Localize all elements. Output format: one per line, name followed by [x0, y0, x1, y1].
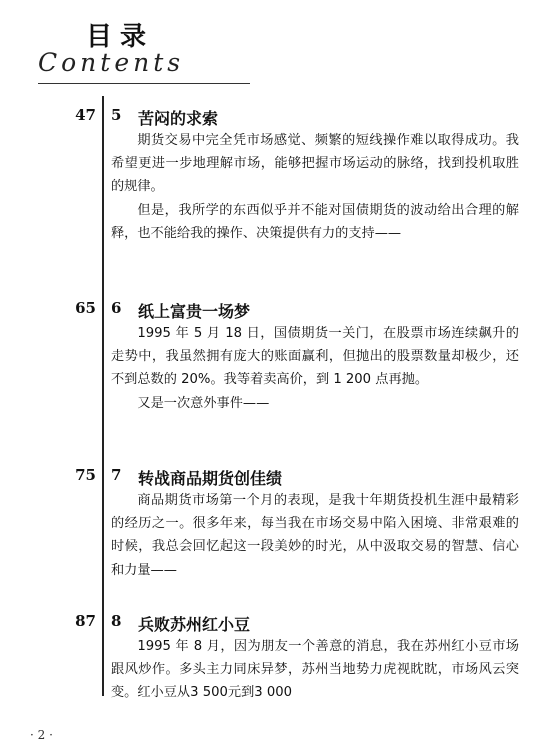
page-number: 47 [75, 106, 96, 124]
summary-paragraph: 1995 年 5 月 18 日，国债期货一关门，在股票市场连续飙升的走势中，我虽然拥有庞大的账面赢利，但抛出的股票数量却极少，还不到总数的 20%。我等着卖高价，到 1 200 点再抛。 [111, 326, 519, 388]
summary-paragraph: 但是，我所学的东西似乎并不能对国债期货的波动给出合理的解释，也不能给我的操作、决策提供有力的支持—— [111, 202, 519, 241]
chapter-title: 转战商品期货创佳绩 [138, 469, 283, 488]
chapter-number: 5 [111, 106, 122, 124]
chapter-number: 8 [111, 612, 122, 630]
chapter-summary [111, 635, 519, 705]
chapter-number: 7 [111, 466, 122, 484]
chapter-summary [111, 322, 519, 415]
contents-subtitle: Contents [38, 48, 185, 77]
chapter-title: 纸上富贵一场梦 [138, 302, 251, 321]
page-number-divider [102, 96, 104, 696]
summary-paragraph: 1995 年 8 月，因为朋友一个善意的消息，我在苏州红小豆市场跟风炒作。多头主力同床异梦，苏州当地势力虎视眈眈，市场风云突变。红小豆从3 500元到3 000 [111, 639, 519, 701]
summary-paragraph: 期货交易中完全凭市场感觉、频繁的短线操作难以取得成功。我希望更进一步地理解市场，能够把握市场运动的脉络，找到投机取胜的规律。 [111, 133, 519, 195]
header-rule [38, 83, 250, 84]
page-number: 65 [75, 299, 96, 317]
chapter-title: 兵败苏州红小豆 [138, 615, 251, 634]
contents-title: 目录 [86, 22, 155, 52]
chapter-summary [111, 129, 519, 245]
chapter-summary [111, 489, 519, 582]
summary-paragraph: 商品期货市场第一个月的表现，是我十年期货投机生涯中最精彩的经历之一。很多年来，每当我在市场交易中陷入困境、非常艰难的时候，我总会回忆起这一段美妙的时光，从中汲取交易的智慧、信心和力量—— [111, 493, 519, 578]
page-number: 75 [75, 466, 96, 484]
page-number: 87 [75, 612, 96, 630]
summary-paragraph: 又是一次意外事件—— [137, 395, 270, 411]
chapter-title: 苦闷的求索 [138, 109, 219, 128]
chapter-number: 6 [111, 299, 122, 317]
page-marker: · 2 · [30, 728, 53, 742]
